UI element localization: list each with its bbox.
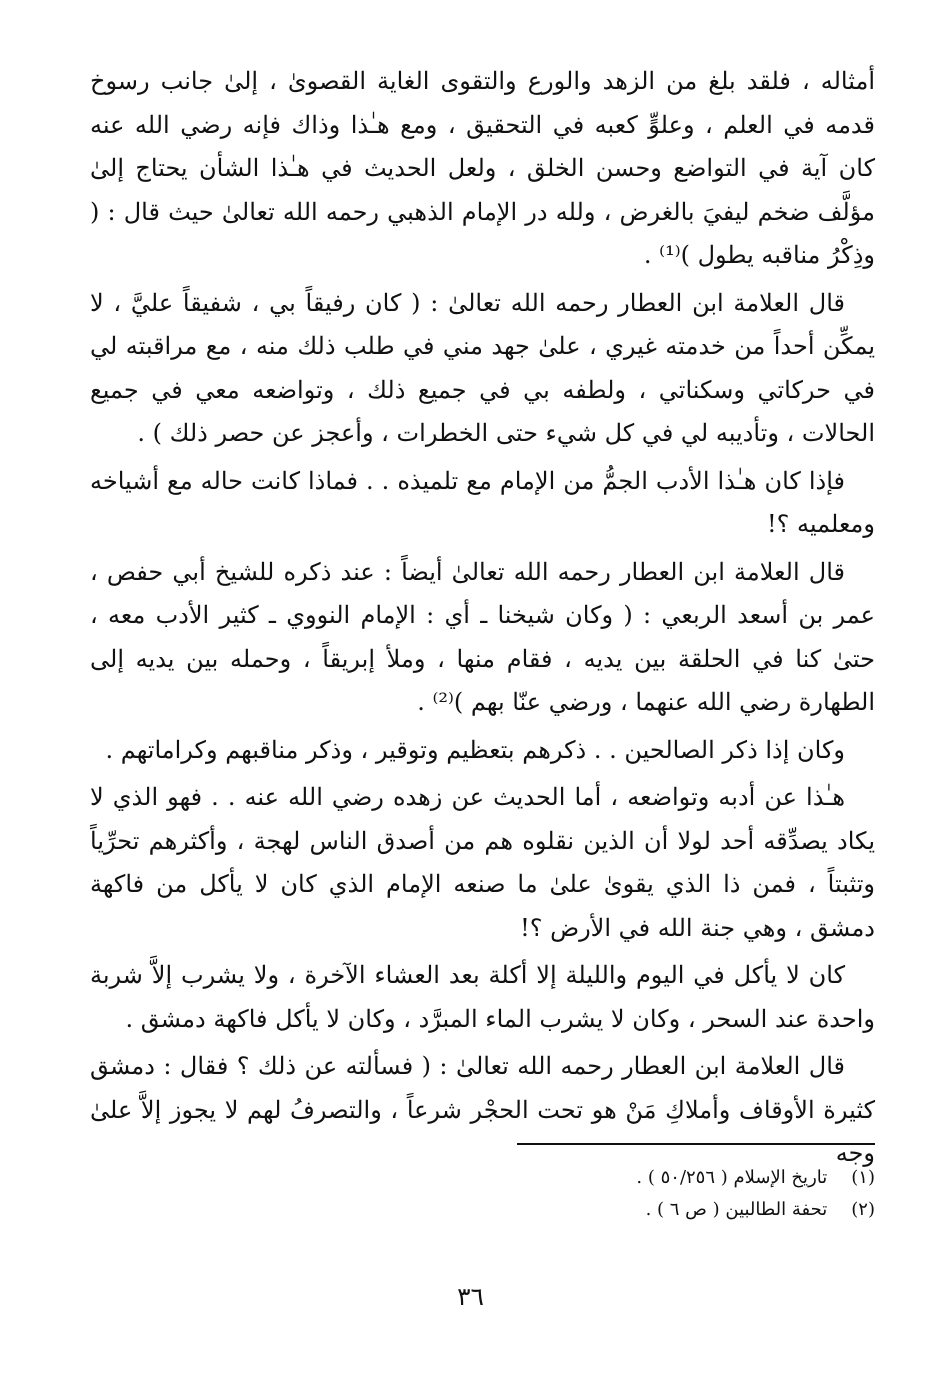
paragraph-1: أمثاله ، فلقد بلغ من الزهد والورع والتقوى الغاية القصوىٰ ، إلىٰ جانب رسوخ قدمه في العلم ، وعلوٍّ كعبه في التحقيق ، ومع هـٰذا وذاك فإنه رضي الله عنه كان آية في التواضع وحسن الخلق ، ولعل الحديث في هـٰذا الشأن يحتاج إلىٰ مؤلَّف ضخم ليفيَ بالغرض ، ولله در الإمام الذهبي رحمه الله تعالىٰ حيث قال : ( وذِكْرُ مناقبه يطول )⁽¹⁾ . <box>90 67 876 269</box>
page-number: ٣٦ <box>457 1282 484 1311</box>
paragraph-8: قال العلامة ابن العطار رحمه الله تعالىٰ : ( فسألته عن ذلك ؟ فقال : دمشق كثيرة الأوقاف وأملاكِ مَنْ هو تحت الحجْر شرعاً ، والتصرفُ لهم لا يجوز إلاَّ علىٰ وجه <box>90 1052 875 1167</box>
footnote-text: تحفة الطالبين ( ص ٦ ) . <box>645 1199 828 1220</box>
main-text <box>90 60 875 1180</box>
paragraph-5: وكان إذا ذكر الصالحين . . ذكرهم بتعظيم وتوقير ، وذكر مناقبهم وكراماتهم . <box>105 735 845 764</box>
paragraph-7: كان لا يأكل في اليوم والليلة إلا أكلة بعد العشاء الآخرة ، ولا يشرب إلاَّ شربة واحدة عند السحر ، وكان لا يشرب الماء المبرَّد ، وكان لا يأكل فاكهة دمشق . <box>90 961 875 1033</box>
paragraph-2: قال العلامة ابن العطار رحمه الله تعالىٰ : ( كان رفيقاً بي ، شفيقاً عليَّ ، لا يمكِّن أحداً من خدمته غيري ، علىٰ جهد مني في طلب ذلك منه ، مع مراقبته لي في حركاتي وسكناتي ، ولطفه بي في جميع ذلك ، وتواضعه معي في جميع الحالات ، وتأديبه لي في كل شيء حتى الخطرات ، وأعجز عن حصر ذلك ) . <box>90 288 875 447</box>
paragraph-4: قال العلامة ابن العطار رحمه الله تعالىٰ أيضاً : عند ذكره للشيخ أبي حفص ، عمر بن أسعد الربعي : ( وكان شيخنا ـ أي : الإمام النووي ـ كثير الأدب معه ، حتىٰ كنا في الحلقة بين يديه ، فقام منها ، وملأ إبريقاً ، وحمله بين يديه إلى الطهارة رضي الله عنهما ، ورضي عنّا بهم )⁽²⁾ . <box>90 557 875 716</box>
paragraph-3: فإذا كان هـٰذا الأدب الجمُّ من الإمام مع تلميذه . . فماذا كانت حاله مع أشياخه ومعلميه ؟! <box>90 466 875 538</box>
footnote-2 <box>90 1194 875 1226</box>
footnote-1 <box>90 1162 875 1194</box>
footnote-number: (٢) <box>851 1199 875 1220</box>
footnote-text: تاريخ الإسلام ( ٥٠/٢٥٦ ) . <box>636 1167 828 1188</box>
footnote-number: (١) <box>851 1167 875 1188</box>
paragraph-6: هـٰذا عن أدبه وتواضعه ، أما الحديث عن زهده رضي الله عنه . . فهو الذي لا يكاد يصدِّقه أحد لولا أن الذين نقلوه هم من أصدق الناس لهجة ، وأكثرهم تحرِّياً وتثبتاً ، فمن ذا الذي يقوىٰ علىٰ ما صنعه الإمام الذي كان لا يأكل من فاكهة دمشق ، وهي جنة الله في الأرض ؟! <box>90 783 875 942</box>
footnotes <box>90 1162 875 1226</box>
footnote-divider <box>517 1143 875 1145</box>
